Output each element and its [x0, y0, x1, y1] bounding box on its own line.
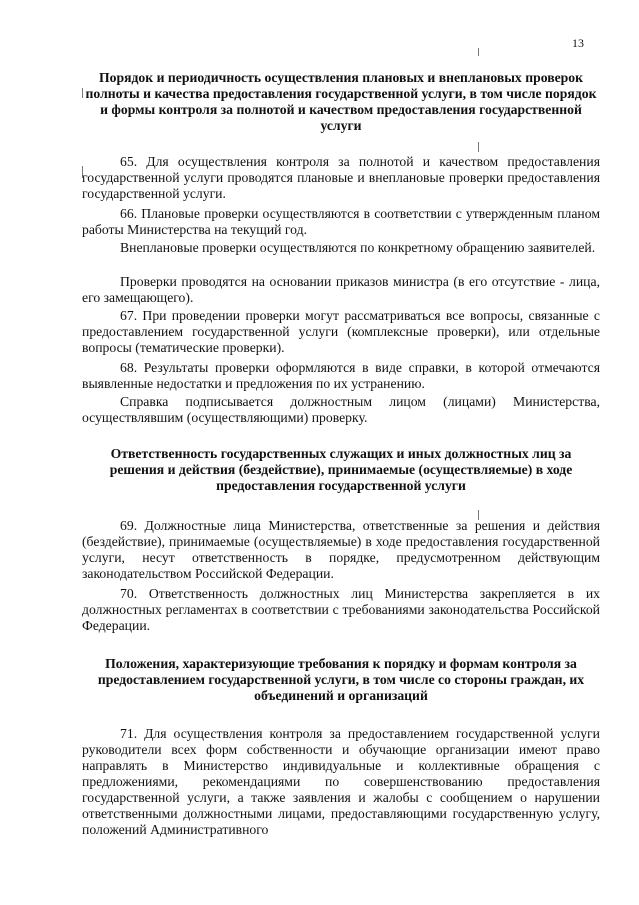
paragraph-65: 65. Для осуществления контроля за полнотой и качеством предоставления государственной услуги проводятся плановые и внеплановые проверки предоставления государственной услуги. — [82, 154, 600, 201]
paragraph-checks-basis: Проверки проводятся на основании приказов министра (в его отсутствие - лица, его замещающего). — [82, 274, 600, 305]
section-heading-control-requirements: Положения, характеризующие требования к порядку и формам контроля за предоставлением государственной услуги, в том числе со стороны граждан, их объединений и организаций — [97, 656, 585, 703]
section-heading-responsibility: Ответственность государственных служащих и иных должностных лиц за решения и действия (бездействие), принимаемые (осуществляемые) в ходе предоставления государственной услуги — [109, 446, 573, 493]
paragraph-unscheduled-checks: Внеплановые проверки осуществляются по конкретному обращению заявителей. — [120, 240, 596, 255]
section-heading-control-procedure: Порядок и периодичность осуществления плановых и внеплановых проверок полноты и качества предоставления государственной услуги, в том числе порядок и формы контроля за полнотой и качеством предоставления государственной услуги — [85, 70, 597, 133]
paragraph-69: 69. Должностные лица Министерства, ответственные за решения и действия (бездействие), принимаемые (осуществляемые) в ходе предоставления государственной услуги, несут ответственность в порядке, предусмотренном действующим законодательством Российской Федерации. — [82, 518, 600, 581]
scan-artifact — [478, 48, 479, 56]
paragraph-68: 68. Результаты проверки оформляются в виде справки, в которой отмечаются выявленные недостатки и предложения по их устранению. — [82, 360, 600, 391]
page-number: 13 — [572, 36, 584, 50]
paragraph-report-signing: Справка подписывается должностным лицом (лицами) Министерства, осуществлявшим (осуществляющими) проверку. — [82, 394, 600, 425]
paragraph-67: 67. При проведении проверки могут рассматриваться все вопросы, связанные с предоставлением государственной услуги (комплексные проверки), или отдельные вопросы (тематические проверки). — [82, 308, 600, 355]
paragraph-70: 70. Ответственность должностных лиц Министерства закрепляется в их должностных регламентах в соответствии с требованиями законодательства Российской Федерации. — [82, 586, 600, 633]
paragraph-71: 71. Для осуществления контроля за предоставлением государственной услуги руководители всех форм собственности и обучающие организации имеют право направлять в Министерство индивидуальные и коллективные обращения с предложениями, рекомендациями по совершенствованию предоставления государственной услуги, а также заявления и жалобы с сообщением о нарушении ответственными должностными лицами, предоставляющими государственную услугу, положений Административного — [82, 726, 600, 837]
paragraph-66: 66. Плановые проверки осуществляются в соответствии с утвержденным планом работы Министерства на текущий год. — [82, 206, 600, 237]
scan-artifact — [478, 142, 479, 152]
